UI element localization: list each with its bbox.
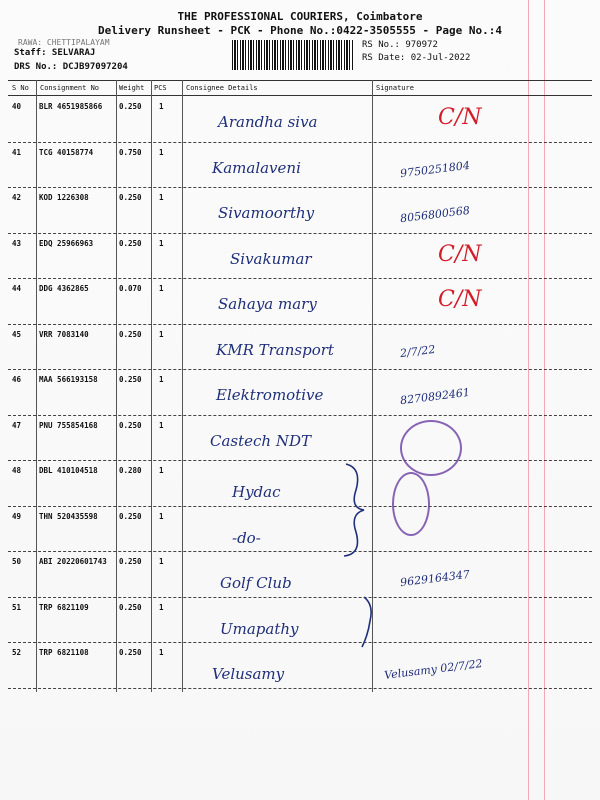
row-consignee: Velusamy: [212, 665, 285, 683]
row-consignee: Golf Club: [220, 574, 292, 592]
row-sno: 46: [12, 375, 22, 384]
row-sno: 43: [12, 238, 22, 248]
row-pcs: 1: [159, 284, 164, 293]
row-signature: 9629164347: [399, 567, 471, 590]
row-consignment: THN 520435598: [39, 511, 98, 521]
row-sno: 44: [12, 284, 22, 293]
row-sno: 51: [12, 602, 22, 612]
row-pcs: 1: [159, 238, 164, 248]
rs-number: RS No.: 970972: [362, 40, 438, 50]
row-signature: 2/7/22: [399, 342, 437, 360]
row-sno: 50: [12, 557, 22, 566]
row-sno: 42: [12, 193, 22, 202]
row-separator: [8, 142, 592, 143]
col-header-signature: Signature: [376, 84, 414, 92]
row-consignee: Arandha siva: [218, 113, 318, 131]
document-title: THE PROFESSIONAL COURIERS, Coimbatore: [177, 10, 423, 23]
row-consignment: DBL 410104518: [39, 466, 98, 475]
row-consignment: ABI 20220601743: [39, 557, 107, 566]
row-pcs: 1: [159, 602, 164, 612]
row-consignment: PNU 755854168: [39, 420, 98, 430]
row-signature: 8270892461: [399, 385, 471, 408]
row-consignee: Sivakumar: [230, 249, 312, 268]
row-weight: 0.750: [119, 147, 142, 157]
row-weight: 0.250: [119, 648, 142, 657]
row-consignee: -do-: [232, 528, 261, 547]
row-signature: 8056800568: [399, 203, 471, 226]
row-consignment: BLR 4651985866: [39, 102, 103, 111]
row-separator: [8, 688, 592, 689]
row-consignee: Sivamoorthy: [218, 204, 315, 222]
row-signature-cn: C/N: [438, 287, 482, 312]
row-weight: 0.250: [119, 511, 142, 521]
row-consignment: DDG 4362865: [39, 284, 89, 293]
row-consignee: Kamalaveni: [212, 158, 301, 177]
row-separator: [8, 506, 592, 507]
row-weight: 0.250: [119, 602, 142, 612]
column-divider: [116, 80, 117, 692]
row-weight: 0.250: [119, 420, 142, 430]
row-consignment: TRP 6821109: [39, 602, 89, 612]
row-pcs: 1: [159, 375, 164, 384]
row-separator: [8, 278, 592, 279]
row-weight: 0.250: [119, 375, 142, 384]
row-consignment: MAA 566193158: [39, 375, 98, 384]
row-consignee: Sahaya mary: [218, 295, 317, 313]
row-separator: [8, 369, 592, 370]
row-pcs: 1: [159, 102, 164, 111]
margin-line: [544, 0, 545, 800]
row-weight: 0.250: [119, 193, 142, 202]
row-consignee: KMR Transport: [216, 340, 334, 359]
document-subtitle: Delivery Runsheet - PCK - Phone No.:0422-3505555 - Page No.:4: [98, 24, 502, 37]
row-pcs: 1: [159, 557, 164, 566]
row-weight: 0.070: [119, 284, 142, 293]
col-header-weight: Weight: [119, 84, 145, 92]
row-signature-cn: C/N: [438, 241, 482, 267]
barcode: [232, 40, 354, 70]
row-pcs: 1: [159, 420, 164, 430]
row-pcs: 1: [159, 648, 164, 657]
rs-date: RS Date: 02-Jul-2022: [362, 53, 471, 63]
row-pcs: 1: [159, 329, 164, 339]
row-consignment: TRP 6821108: [39, 648, 89, 657]
row-consignment: TCG 40158774: [39, 147, 94, 157]
brace-mark: [360, 595, 380, 650]
col-header-consignment: Consignment No: [40, 84, 100, 92]
row-separator: [8, 187, 592, 188]
row-separator: [8, 324, 592, 325]
row-weight: 0.250: [119, 329, 142, 339]
row-pcs: 1: [159, 511, 164, 521]
row-pcs: 1: [159, 193, 164, 202]
company-stamp: [400, 420, 462, 476]
row-sno: 40: [12, 102, 22, 111]
row-pcs: 1: [159, 147, 164, 157]
table-top-rule: [8, 80, 592, 81]
row-sno: 52: [12, 648, 22, 657]
header-rule: [8, 95, 592, 96]
row-signature-cn: C/N: [438, 105, 482, 130]
row-separator: [8, 415, 592, 416]
row-consignment: EDQ 25966963: [39, 238, 94, 248]
column-divider: [151, 80, 152, 692]
company-stamp: [392, 472, 430, 536]
col-header-sno: S No: [12, 84, 29, 92]
drs-number: DRS No.: DCJB97097204: [14, 62, 128, 72]
row-signature: 9750251804: [399, 158, 471, 180]
row-sno: 45: [12, 329, 22, 339]
row-signature: Velusamy 02/7/22: [383, 657, 484, 682]
row-consignee: Umapathy: [220, 619, 299, 638]
col-header-pcs: PCS: [154, 84, 167, 92]
row-consignment: VRR 7083140: [39, 329, 89, 339]
faded-route-text: RAWA: CHETTIPALAYAM: [18, 38, 110, 47]
row-weight: 0.250: [119, 102, 142, 111]
row-consignee: Hydac: [232, 483, 281, 501]
row-sno: 49: [12, 511, 22, 521]
brace-mark: [340, 460, 370, 560]
row-weight: 0.250: [119, 238, 142, 248]
row-sno: 47: [12, 420, 22, 430]
row-consignment: KOD 1226308: [39, 193, 89, 202]
row-separator: [8, 597, 592, 598]
row-consignee: Elektromotive: [216, 386, 324, 404]
staff-label: Staff: SELVARAJ: [14, 48, 96, 58]
margin-line: [528, 0, 529, 800]
row-pcs: 1: [159, 466, 164, 475]
row-weight: 0.250: [119, 557, 142, 566]
row-separator: [8, 551, 592, 552]
row-weight: 0.280: [119, 466, 142, 475]
col-header-consignee: Consignee Details: [186, 84, 258, 92]
row-separator: [8, 233, 592, 234]
row-sno: 48: [12, 466, 22, 475]
row-consignee: Castech NDT: [210, 431, 312, 450]
column-divider: [36, 80, 37, 692]
column-divider: [182, 80, 183, 692]
row-separator: [8, 642, 592, 643]
row-sno: 41: [12, 147, 22, 157]
row-separator: [8, 460, 592, 461]
